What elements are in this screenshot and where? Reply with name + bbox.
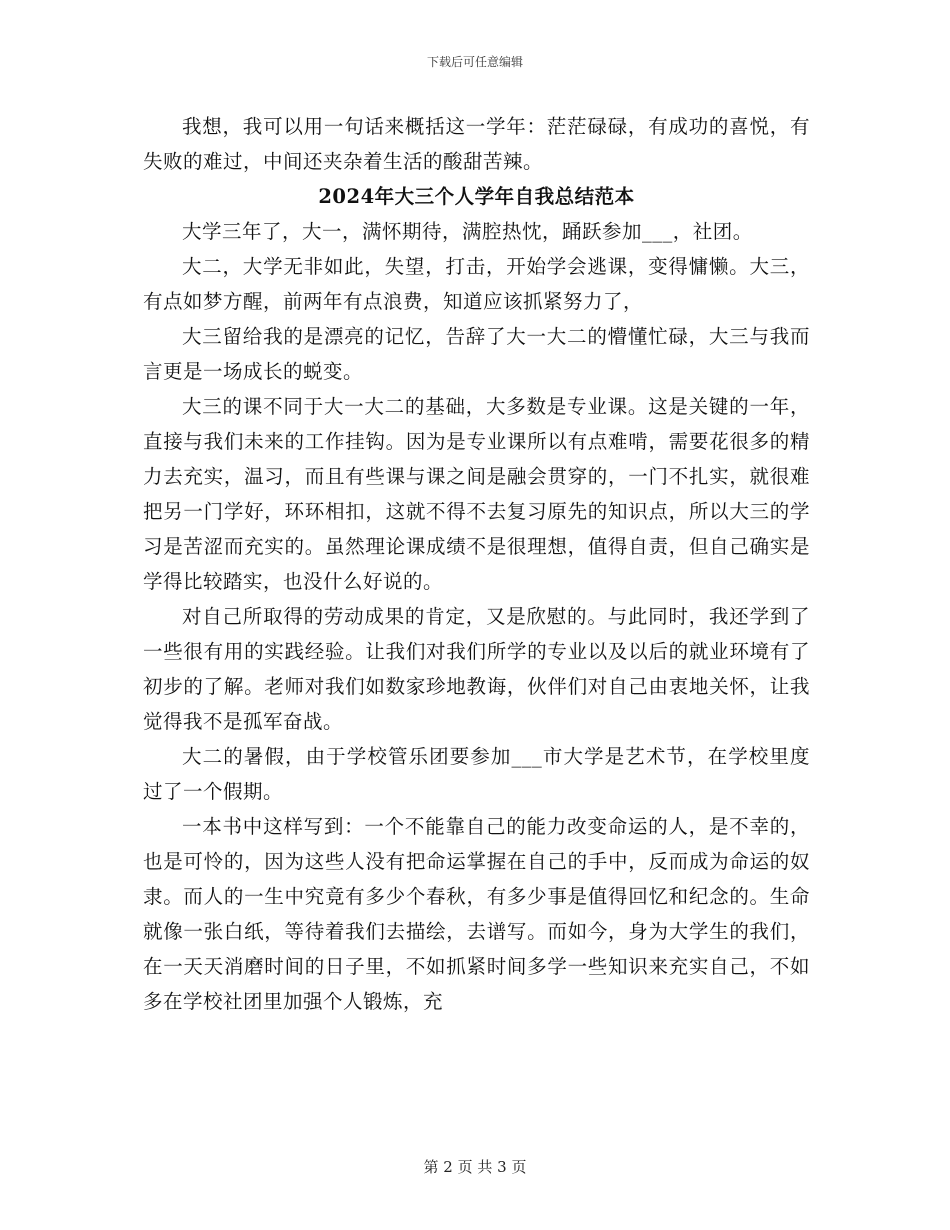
paragraph-5: 对自己所取得的劳动成果的肯定，又是欣慰的。与此同时，我还学到了一些很有用的实践经验。让我们对我们所学的专业以及以后的就业环境有了初步的了解。老师对我们如数家珍地教诲，伙伴们对自己由衷地关怀，让我觉得我不是孤军奋战。 (143, 605, 810, 733)
document-title: 2024年大三个人学年自我总结范本 (318, 185, 635, 208)
document-body (143, 109, 810, 1019)
paragraph-4: 大三的课不同于大一大二的基础，大多数是专业课。这是关键的一年，直接与我们未来的工作挂钩。因为是专业课所以有点难啃，需要花很多的精力去充实，温习，而且有些课与课之间是融会贯穿的，一门不扎实，就很难把另一门学好，环环相扣，这就不得不去复习原先的知识点，所以大三的学习是苦涩而充实的。虽然理论课成绩不是很理想，值得自责，但自己确实是学得比较踏实，也没什么好说的。 (143, 395, 810, 593)
paragraph-6: 大二的暑假，由于学校管乐团要参加___市大学是艺术节，在学校里度过了一个假期。 (143, 745, 810, 803)
intro-paragraph: 我想，我可以用一句话来概括这一学年：茫茫碌碌，有成功的喜悦，有失败的难过，中间还夹杂着生活的酸甜苦辣。 (143, 115, 810, 173)
page-footer: 第 2 页 共 3 页 (423, 1158, 527, 1176)
paragraph-1: 大学三年了，大一，满怀期待，满腔热忱，踊跃参加___，社团。 (182, 220, 753, 243)
paragraph-7: 一本书中这样写到：一个不能靠自己的能力改变命运的人，是不幸的，也是可怜的，因为这些人没有把命运掌握在自己的手中，反而成为命运的奴隶。而人的一生中究竟有多少个春秋，有多少事是值得回忆和纪念的。生命就像一张白纸，等待着我们去描绘，去谱写。而如今，身为大学生的我们，在一天天消磨时间的日子里，不如抓紧时间多学一些知识来充实自己，不如多在学校社团里加强个人锻炼，充 (143, 815, 810, 1013)
page-header: 下载后可任意编辑 (426, 55, 523, 69)
paragraph-2: 大二，大学无非如此，失望，打击，开始学会逃课，变得慵懒。大三，有点如梦方醒，前两年有点浪费，知道应该抓紧努力了， (143, 255, 810, 313)
paragraph-3: 大三留给我的是漂亮的记忆，告辞了大一大二的懵懂忙碌，大三与我而言更是一场成长的蜕变。 (143, 325, 810, 383)
